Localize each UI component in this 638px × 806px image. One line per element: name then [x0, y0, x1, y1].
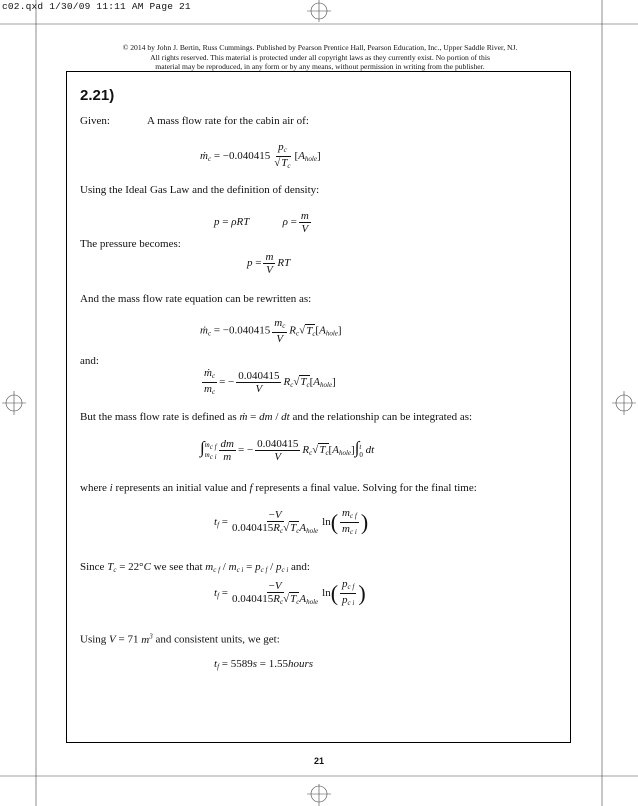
- equation-integral: ∫ $m_{c f}$ $m_{c i}$ $\frac{dm}{m}$ = − $\frac{0.040415}{V}$ $R_c√T_c[A_{hole}]\int$ t 0 dt: [200, 438, 375, 463]
- result-seconds: 5589: [230, 658, 253, 670]
- text-rewrite: And the mass flow rate equation can be rewritten as:: [80, 293, 312, 305]
- text-using-a: Using: [80, 633, 107, 646]
- equation-mass-flow-rewritten: ṁ$_c$ = −0.040415 $\frac{m_c}{V}$ $R_c√T_c[A_{hole}]$: [200, 317, 342, 345]
- eq4-coef: 0.040415: [228, 324, 271, 337]
- given-label: Given:: [80, 115, 110, 127]
- equation-mass-flow: ṁ$_c$ = −0.040415 $\frac{p_c}{√T_c}$ $[A_{hole}]$: [200, 141, 321, 170]
- copyright-line-2: All rights reserved. This material is protected under all copyright laws as they currently exist. No portion of this: [150, 52, 490, 62]
- print-slug: c02.qxd 1/30/09 11:11 AM Page 21: [2, 1, 191, 12]
- text-where-f: f: [249, 482, 253, 494]
- text-defined-b: and the relationship can be integrated as:: [292, 411, 473, 423]
- given-text: A mass flow rate for the cabin air of:: [147, 115, 309, 127]
- tc-value: 22: [128, 561, 140, 573]
- eq5-coef: 0.040415: [238, 370, 280, 382]
- text-defined-a: But the mass flow rate is defined as: [80, 411, 237, 423]
- text-since-a: Since: [80, 561, 105, 573]
- text-where: [80, 482, 477, 494]
- text-where-c: represents a final value. Solving for the final time:: [255, 482, 477, 494]
- copyright-notice: [90, 43, 550, 72]
- text-where-b: represents an initial value and: [115, 482, 247, 494]
- copyright-line-3: material may be reproduced, in any form or by any means, without permission in writing from the publisher.: [155, 62, 485, 71]
- text-defined: But the mass flow rate is defined as ṁ = dm / dt and the relationship can be integrated as:: [80, 411, 473, 423]
- text-ideal-gas: Using the Ideal Gas Law and the definition of density:: [80, 184, 320, 196]
- text-using: Using V = 71 $m^3$ and consistent units, we get:: [80, 632, 280, 646]
- text-seethat: we see that: [153, 561, 203, 573]
- eq6-coef: 0.040415: [257, 438, 299, 450]
- equation-ratio: $\frac{ṁ_c}{m_c}$ = − $\frac{0.040415}{V}$ $R_c√T_c[A_{hole}]$: [204, 367, 336, 396]
- text-where-a: where: [80, 482, 107, 494]
- text-and2: and:: [291, 561, 310, 573]
- eq8-coef: 0.040415: [231, 592, 274, 605]
- text-where-i: i: [109, 482, 113, 494]
- text-and: and:: [80, 355, 99, 367]
- text-since: Since $T_c = 22^\circ C$ we see that $m_{c f} / m_{c i} = p_{c f} / p_{c i}$ and:: [80, 561, 310, 574]
- copyright-line-1: © 2014 by John J. Bertin, Russ Cummings. Published by Pearson Prentice Hall, Pearson Education, Inc., Upper Saddle River, NJ.: [122, 43, 518, 52]
- volume-value: 71: [127, 633, 139, 646]
- text-consistent: and consistent units, we get:: [155, 633, 280, 646]
- equation-ideal-gas: p = ρRT ρ = $\frac{m}{V}$: [214, 210, 309, 235]
- equation-pressure: p = $\frac{m}{V}$ RT: [247, 251, 291, 276]
- equation-final-time-pressure: $t_f$ = $\frac{-V}{0.040415R_c√T_cA_{hole}}$ ln( $\frac{p_{c f}}{p_{c i}}$ ): [214, 578, 366, 607]
- text-pressure: The pressure becomes:: [80, 238, 181, 250]
- page-number: 21: [313, 756, 324, 766]
- equation-result: $t_f = 5589s$ = 1.55hours: [214, 658, 314, 671]
- eq7-coef: 0.040415: [231, 521, 274, 534]
- problem-number: 2.21): [80, 87, 115, 104]
- result-hours: 1.55: [268, 658, 288, 670]
- eq1-coef: 0.040415: [228, 150, 271, 163]
- equation-final-time: $t_f$ = $\frac{-V}{0.040415R_c√T_cA_{hole}}$ ln( $\frac{m_{c f}}{m_{c i}}$ ): [214, 507, 369, 536]
